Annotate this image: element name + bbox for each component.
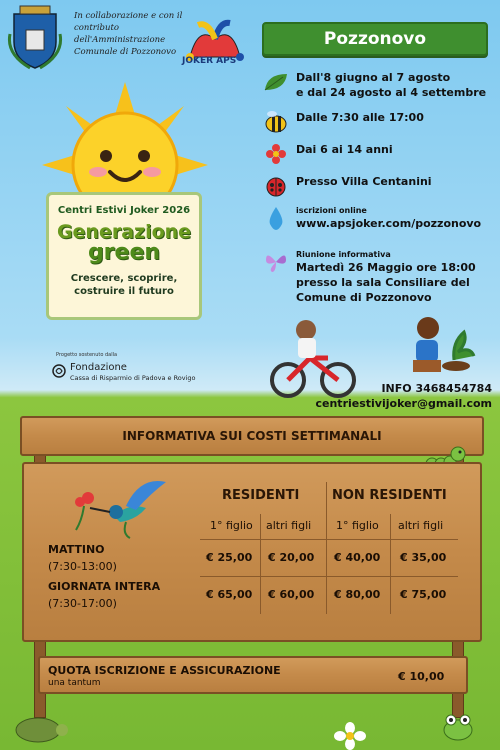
title-card (46, 192, 202, 320)
table-divider (260, 514, 261, 614)
row-label-fullday: GIORNATA INTERA (48, 580, 161, 593)
table-divider (200, 576, 458, 577)
turtle-icon (8, 704, 68, 744)
fee-sub: una tantum (48, 678, 101, 688)
card-motto-line1: Crescere, scoprire, (70, 273, 178, 284)
table-divider (200, 539, 458, 540)
daisy-icon (330, 722, 370, 750)
row-hours-fullday: (7:30-17:00) (48, 597, 117, 610)
table-divider (326, 482, 327, 614)
price-morning-nonres-first: € 40,00 (334, 551, 381, 564)
municipal-crest-icon (6, 4, 64, 70)
info-hours (262, 110, 494, 134)
flower-icon (265, 143, 287, 165)
card-motto-line2: costruire il futuro (74, 286, 174, 297)
info-ages (262, 142, 494, 166)
row-label-morning: MATTINO (48, 543, 105, 556)
contact-phone[interactable]: INFO 3468454784 (381, 382, 492, 395)
col-res-first: 1° figlio (210, 519, 253, 532)
venue: Presso Villa Centanini (296, 175, 432, 188)
signup-url[interactable]: www.apsjoker.com/pozzonovo (296, 217, 482, 230)
meeting-label: Riunione informativa (296, 250, 391, 259)
fee-label: QUOTA ISCRIZIONE E ASSICURAZIONE (48, 664, 281, 677)
leaf-icon (263, 72, 289, 92)
info-venue (262, 174, 494, 198)
dates-line1: Dall'8 giugno al 7 agosto (296, 71, 451, 84)
fee-value: € 10,00 (398, 670, 445, 683)
frog-icon (440, 712, 476, 742)
contact-email[interactable]: centriestivijoker@gmail.com (315, 397, 492, 410)
price-fullday-nonres-first: € 80,00 (334, 588, 381, 601)
bee-icon (263, 110, 289, 134)
info-signup (262, 206, 494, 231)
hummingbird-icon (70, 476, 170, 540)
price-morning-res-others: € 20,00 (268, 551, 315, 564)
meeting-line1: Martedì 26 Maggio ore 18:00 (296, 261, 476, 274)
price-fullday-nonres-others: € 75,00 (400, 588, 447, 601)
col-group-nonresidents: NON RESIDENTI (332, 488, 447, 503)
price-morning-nonres-others: € 35,00 (400, 551, 447, 564)
col-group-residents: RESIDENTI (222, 488, 300, 503)
foundation-logo-icon (52, 364, 66, 378)
table-divider (390, 514, 391, 614)
row-hours-morning: (7:30-13:00) (48, 560, 117, 573)
planting-kid-icon (413, 317, 474, 372)
card-title-word2: green (87, 240, 161, 265)
price-morning-res-first: € 25,00 (206, 551, 253, 564)
dates-line2: e dal 24 agosto al 4 settembre (296, 86, 487, 99)
price-fullday-res-first: € 65,00 (206, 588, 253, 601)
butterfly-icon (264, 250, 288, 274)
ages: Dai 6 ai 14 anni (296, 143, 393, 156)
info-dates (262, 70, 494, 100)
card-subtitle: Centri Estivi Joker 2026 (57, 205, 191, 216)
sponsor-subtitle: Cassa di Risparmio di Padova e Rovigo (70, 374, 196, 382)
bicycle-icon (272, 320, 354, 396)
card-title-word1: Generazione (56, 221, 192, 243)
ladybug-icon (265, 175, 287, 197)
hours: Dalle 7:30 alle 17:00 (296, 111, 424, 124)
costs-header: INFORMATIVA SUI COSTI SETTIMANALI (20, 416, 484, 456)
org-name: JOKER APS (182, 56, 237, 66)
col-res-others: altri figli (266, 519, 312, 532)
col-nonres-others: altri figli (398, 519, 444, 532)
sponsor-caption: Progetto sostenuto dalla (56, 352, 118, 358)
collaboration-credit: In collaborazione e con il contributo dell'Amministrazione Comunale di Pozzonovo (74, 11, 183, 57)
location-title: Pozzonovo (262, 22, 488, 56)
price-fullday-res-others: € 60,00 (268, 588, 315, 601)
meeting-line3: Comune di Pozzonovo (296, 291, 432, 304)
water-drop-icon (266, 205, 286, 231)
sponsor-name: Fondazione (70, 362, 127, 373)
signup-label: iscrizioni online (296, 206, 367, 215)
info-meeting (262, 250, 494, 305)
col-nonres-first: 1° figlio (336, 519, 379, 532)
meeting-line2: presso la sala Consiliare del (296, 276, 470, 289)
